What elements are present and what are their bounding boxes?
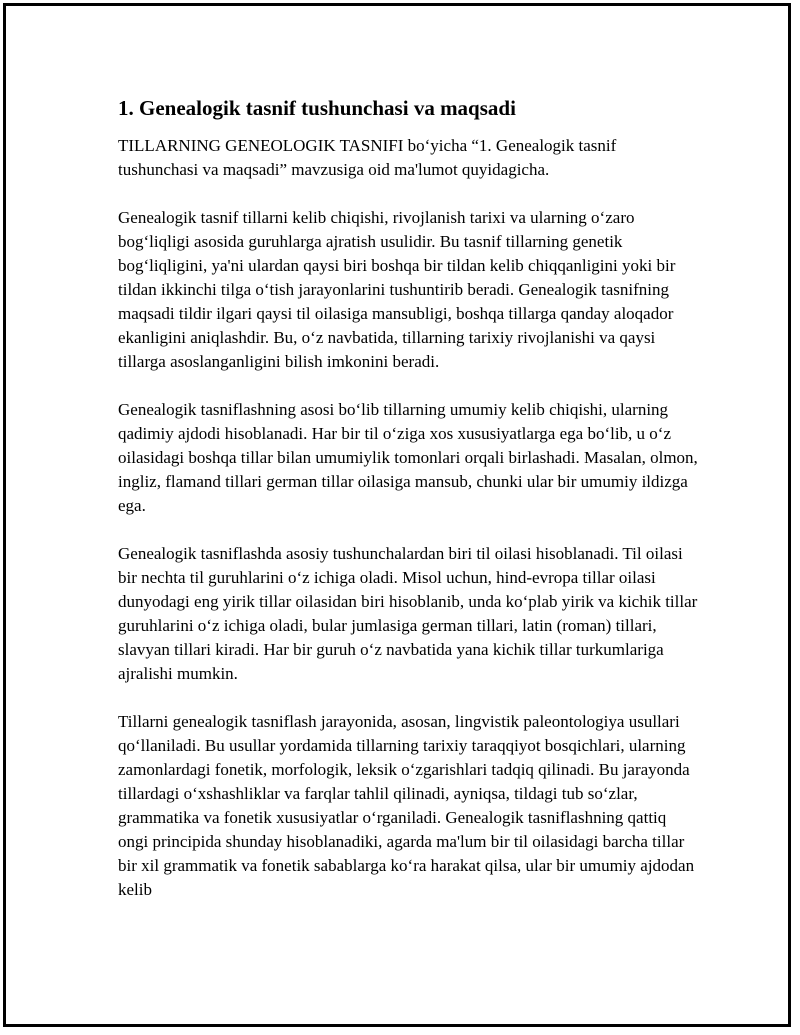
paragraph-basis: Genealogik tasniflashning asosi bo‘lib tillarning umumiy kelib chiqishi, ularning qadimiy ajdodi hisoblanadi. Har bir til o‘ziga xos xususiyatlarga ega bo‘lib, u o‘z oilasidagi boshqa tillar bilan umumiylik tomonlari orqali birlashadi. Masalan, olmon, ingliz, flamand tillari german tillar oilasiga mansub, chunki ular bir umumiy ildizga ega. xyxy=(118,400,698,515)
document-body xyxy=(118,95,698,926)
section-heading: 1. Genealogik tasnif tushunchasi va maqsadi xyxy=(118,96,516,120)
paragraph-methods: Tillarni genealogik tasniflash jarayonida, asosan, lingvistik paleontologiya usullari qo‘llaniladi. Bu usullar yordamida tillarning tarixiy taraqqiyot bosqichlari, ularning zamonlardagi fonetik, morfologik, leksik o‘zgarishlari tadqiq qilinadi. Bu jarayonda tillardagi o‘xshashliklar va farqlar tahlil qilinadi, ayniqsa, tildagi tub so‘zlar, grammatika va fonetik xususiyatlar o‘rganiladi. Genealogik tasniflashning qattiq ongi principida shunday hisoblanadiki, agarda ma'lum bir til oilasidagi barcha tillar bir xil grammatik va fonetik sabablarga ko‘ra harakat qilsa, ular bir umumiy ajdodan kelib xyxy=(118,712,695,899)
paragraph-language-family: Genealogik tasniflashda asosiy tushunchalardan biri til oilasi hisoblanadi. Til oilasi bir nechta til guruhlarini o‘z ichiga oladi. Misol uchun, hind-evropa tillar oilasi dunyodagi eng yirik tillar oilasidan biri hisoblanib, unda ko‘plab yirik va kichik tillar guruhlarini o‘z ichiga oladi, bular jumlasiga german tillari, latin (roman) tillari, slavyan tillari kiradi. Har bir guruh o‘z navbatida yana kichik tillar turkumlariga ajralishi mumkin. xyxy=(118,544,698,683)
intro-paragraph: TILLARNING GENEOLOGIK TASNIFI bo‘yicha “1. Genealogik tasnif tushunchasi va maqsadi” mavzusiga oid ma'lumot quyidagicha. xyxy=(118,136,617,179)
paragraph-definition: Genealogik tasnif tillarni kelib chiqishi, rivojlanish tarixi va ularning o‘zaro bog‘liqligi asosida guruhlarga ajratish usulidir. Bu tasnif tillarning genetik bog‘liqligini, ya'ni ulardan qaysi biri boshqa bir tildan kelib chiqqanligini yoki bir tildan ikkinchi tilga o‘tish jarayonlarini tushuntirib beradi. Genealogik tasnifning maqsadi tildir ilgari qaysi til oilasiga mansubligi, boshqa tillarga qanday aloqador ekanligini aniqlashdir. Bu, o‘z navbatida, tillarning tarixiy rivojlanishi va qaysi tillarga asoslanganligini bilish imkonini beradi. xyxy=(118,208,676,371)
